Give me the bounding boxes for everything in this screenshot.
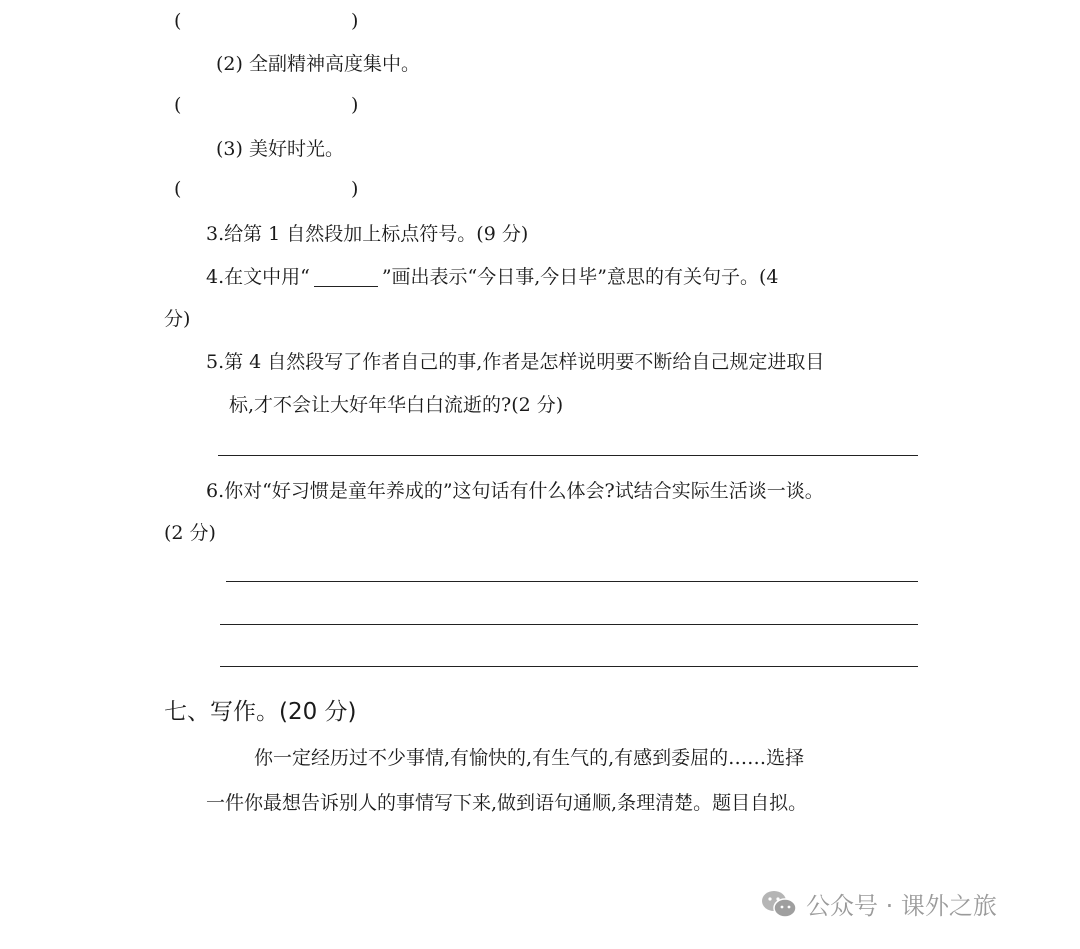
essay-prompt-line1: 你一定经历过不少事情,有愉快的,有生气的,有感到委屈的……选择 xyxy=(254,747,805,769)
answer-line-q6-2 xyxy=(220,624,918,625)
answer-line-q6-1 xyxy=(226,581,918,582)
essay-prompt-line2: 一件你最想告诉别人的事情写下来,做到语句通顺,条理清楚。题目自拟。 xyxy=(206,792,808,814)
item-2: (2) 全副精神高度集中。 xyxy=(216,53,420,75)
answer-line-q6-3 xyxy=(220,666,918,667)
question-6-line2: (2 分) xyxy=(164,522,216,544)
answer-paren-close-1: ) xyxy=(351,10,359,32)
answer-paren-open-3: ( xyxy=(174,178,182,200)
watermark xyxy=(760,886,997,921)
watermark-text: 公众号 · 课外之旅 xyxy=(806,892,997,920)
question-4-part-a: 4.在文中用“ xyxy=(206,266,310,288)
answer-line-q5 xyxy=(218,455,918,456)
question-4-line2: 分) xyxy=(164,308,191,330)
answer-paren-close-3: ) xyxy=(351,178,359,200)
item-3: (3) 美好时光。 xyxy=(216,138,344,160)
answer-paren-open-1: ( xyxy=(174,10,182,32)
question-6-line1: 6.你对“好习惯是童年养成的”这句话有什么体会?试结合实际生活谈一谈。 xyxy=(206,480,824,502)
question-5-line2: 标,才不会让大好年华白白流逝的?(2 分) xyxy=(229,394,564,416)
underline-blank xyxy=(314,286,378,287)
question-4-part-b: ”画出表示“今日事,今日毕”意思的有关句子。(4 xyxy=(381,266,779,288)
question-3: 3.给第 1 自然段加上标点符号。(9 分) xyxy=(206,223,529,245)
question-4-line1 xyxy=(206,264,779,290)
wechat-icon xyxy=(760,889,798,919)
section-7-heading: 七、写作。(20 分) xyxy=(164,699,357,725)
question-5-line1: 5.第 4 自然段写了作者自己的事,作者是怎样说明要不断给自己规定进取目 xyxy=(206,351,825,373)
answer-paren-open-2: ( xyxy=(174,94,182,116)
answer-paren-close-2: ) xyxy=(351,94,359,116)
